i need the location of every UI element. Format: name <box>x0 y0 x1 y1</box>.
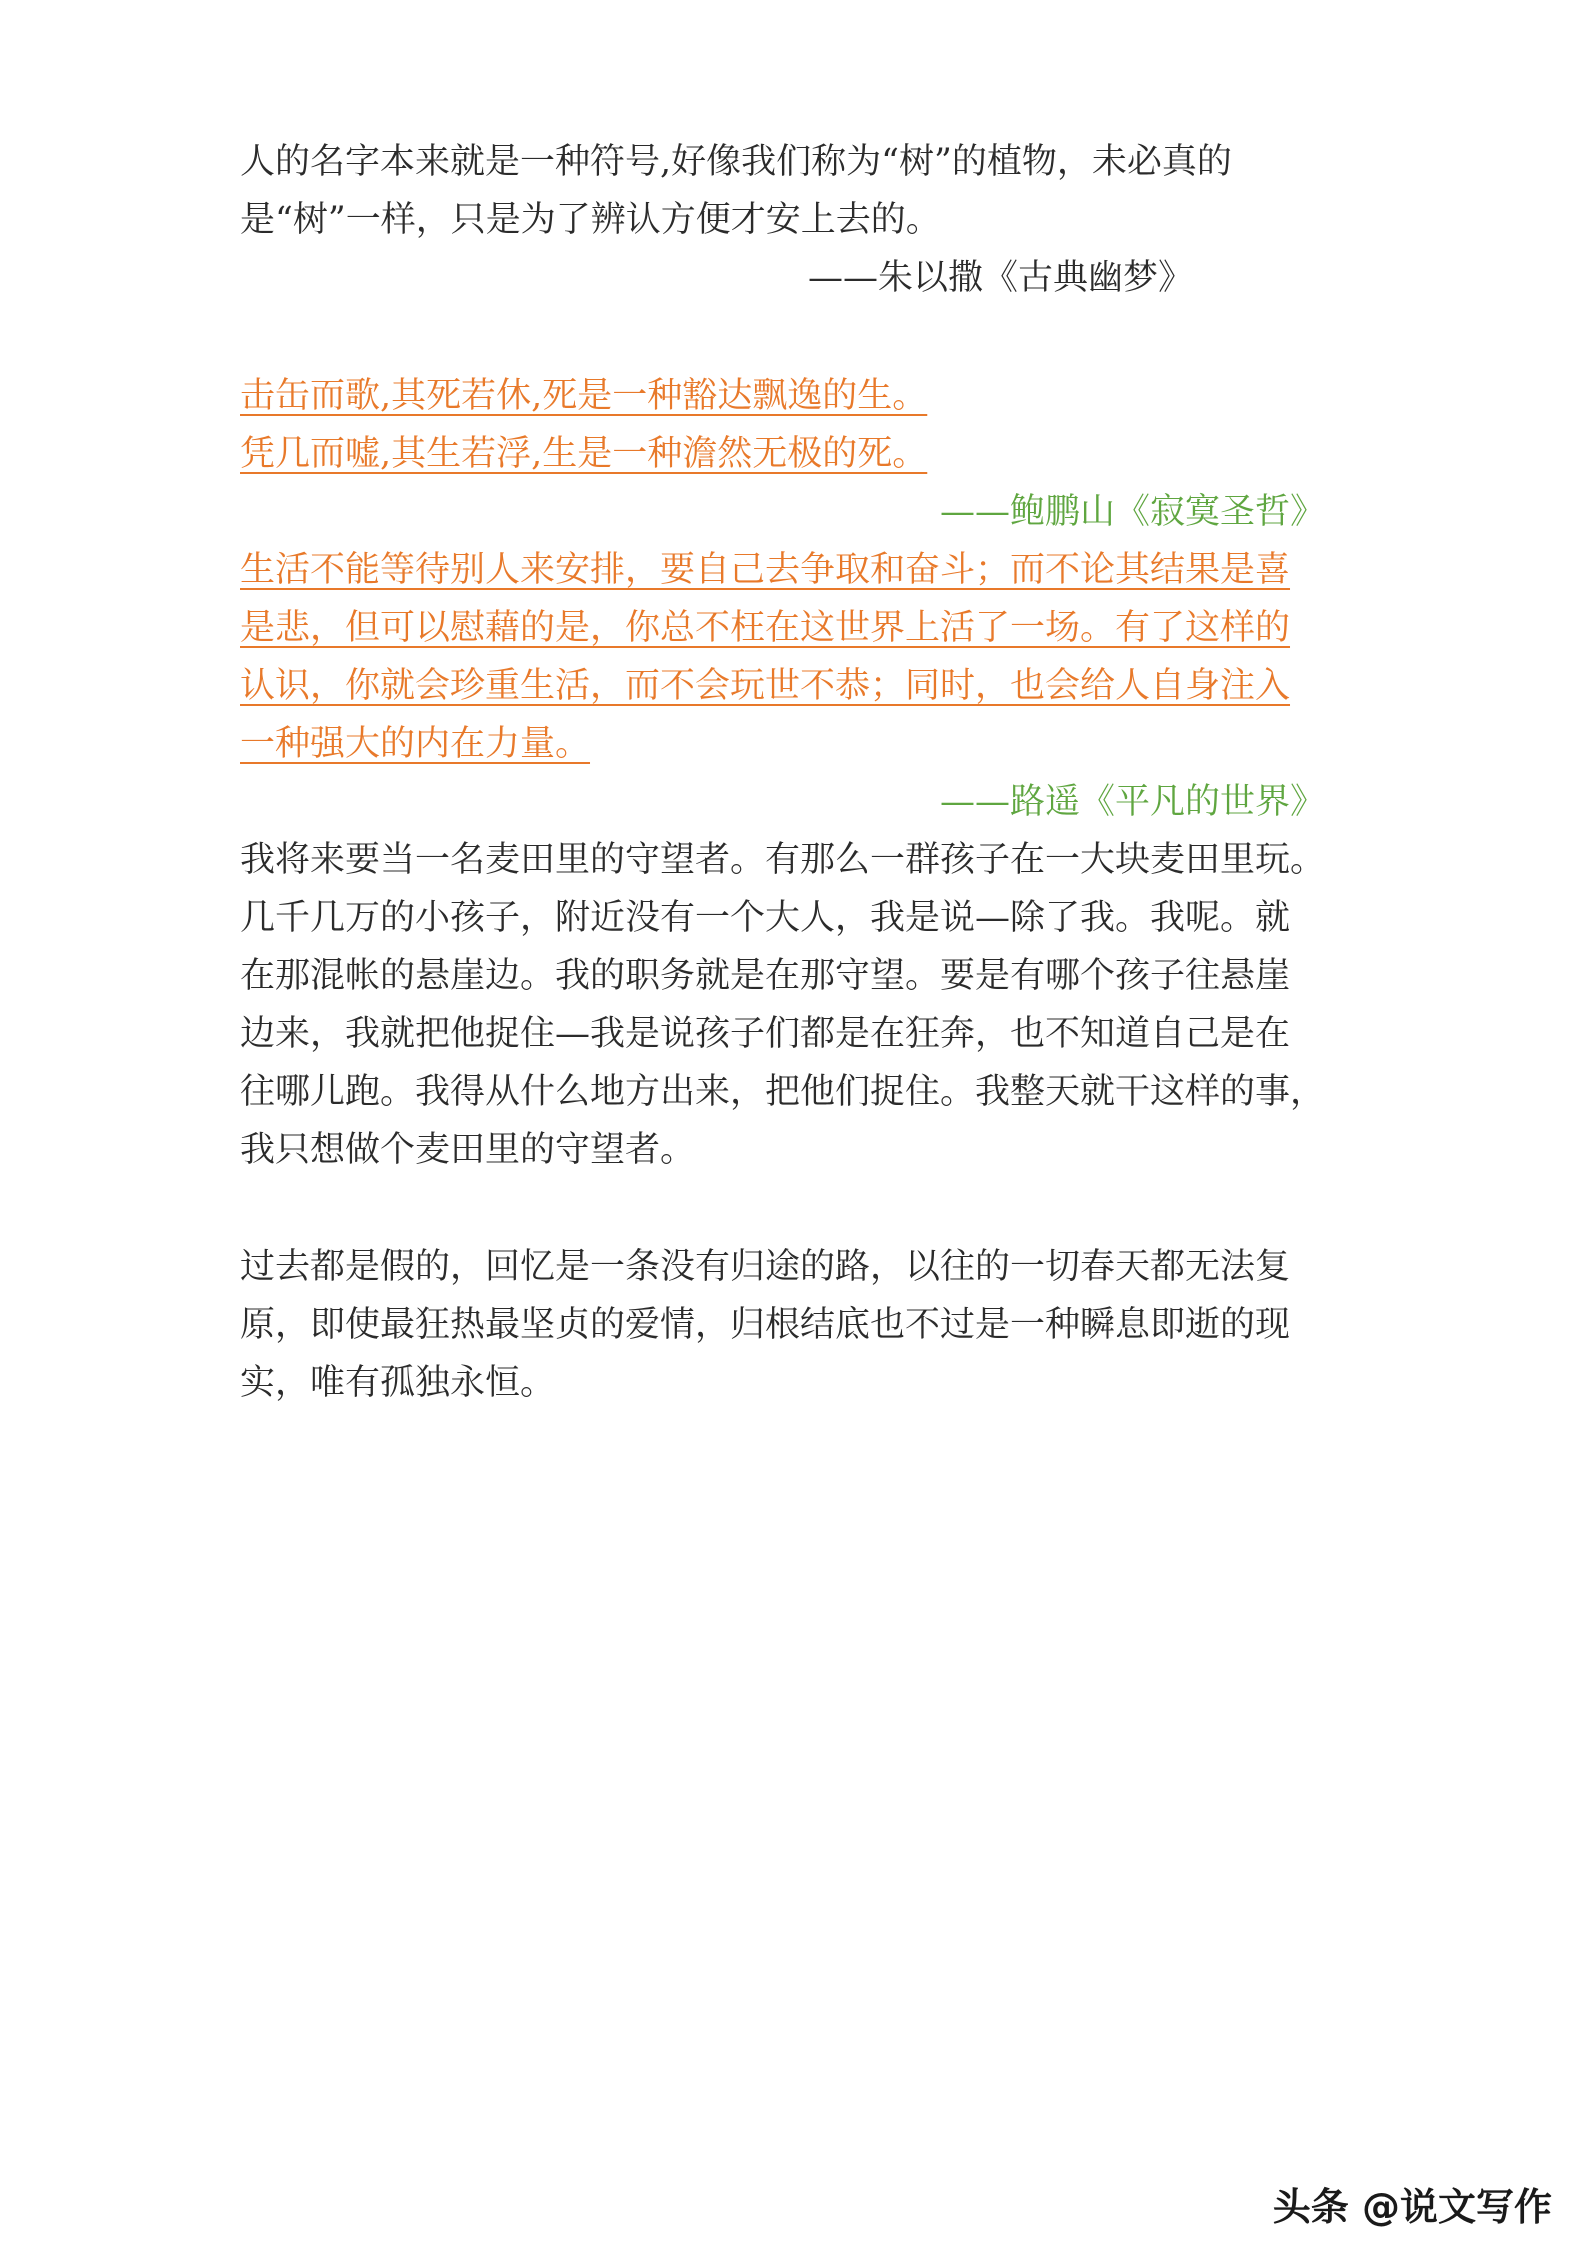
quote4-line-6: 我只想做个麦田里的守望者。 <box>240 1130 696 1170</box>
quote2-line-2: 凭几而嘘,其生若浮,生是一种澹然无极的死。 <box>240 434 928 474</box>
watermark: 头条 @说文写作 <box>1272 2185 1552 2229</box>
quote3-attribution: ——路遥《平凡的世界》 <box>940 782 1326 822</box>
quote2-attribution: ——鲍鹏山《寂寞圣哲》 <box>940 492 1326 532</box>
quote4-line-3: 在那混帐的悬崖边。我的职务就是在那守望。要是有哪个孩子往悬崖 <box>240 956 1291 996</box>
quote1-line-2: 是“树”一样，只是为了辨认方便才安上去的。 <box>240 200 941 240</box>
quote5-line-1: 过去都是假的，回忆是一条没有归途的路，以往的一切春天都无法复 <box>240 1247 1291 1287</box>
quote1-line-1: 人的名字本来就是一种符号,好像我们称为“树”的植物，未必真的 <box>240 142 1232 182</box>
quote5-line-2: 原，即使最狂热最坚贞的爱情，归根结底也不过是一种瞬息即逝的现 <box>240 1305 1291 1345</box>
quote3-line-1: 生活不能等待别人来安排，要自己去争取和奋斗；而不论其结果是喜 <box>240 550 1291 590</box>
quote3-line-2: 是悲，但可以慰藉的是，你总不枉在这世界上活了一场。有了这样的 <box>240 608 1291 648</box>
quote3-line-4: 一种强大的内在力量。 <box>240 724 591 764</box>
quote3-line-3: 认识，你就会珍重生活，而不会玩世不恭；同时，也会给人自身注入 <box>240 666 1291 706</box>
quote4-line-5: 往哪儿跑。我得从什么地方出来，把他们捉住。我整天就干这样的事， <box>240 1072 1326 1112</box>
quote4-line-4: 边来，我就把他捉住—我是说孩子们都是在狂奔，也不知道自己是在 <box>240 1014 1291 1054</box>
quote4-line-1: 我将来要当一名麦田里的守望者。有那么一群孩子在一大块麦田里玩。 <box>240 840 1326 880</box>
quote5-line-3: 实，唯有孤独永恒。 <box>240 1363 556 1403</box>
quote2-line-1: 击缶而歌,其死若休,死是一种豁达飘逸的生。 <box>240 376 928 416</box>
quote1-attribution: ——朱以撒《古典幽梦》 <box>808 258 1194 298</box>
quote4-line-2: 几千几万的小孩子，附近没有一个大人，我是说—除了我。我呢。就 <box>240 898 1291 938</box>
